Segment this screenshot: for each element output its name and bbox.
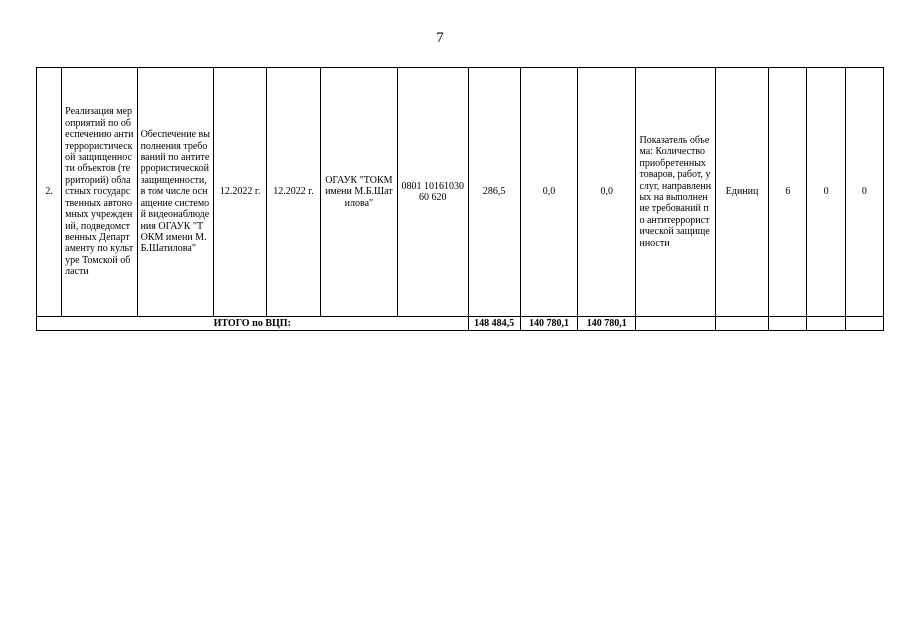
total-row bbox=[37, 317, 884, 331]
total-empty-cell bbox=[715, 317, 768, 331]
total-label-cell: ИТОГО по ВЦП: bbox=[37, 317, 469, 331]
value-3-cell: 0,0 bbox=[578, 68, 636, 317]
total-value-1-cell: 148 484,5 bbox=[468, 317, 520, 331]
budget-code-cell: 0801 1016103060 620 bbox=[398, 68, 468, 317]
indicator-cell: Показатель объема: Количество приобретенных товаров, работ, услуг, направленных на выполнение требований по антитеррористической защищенности bbox=[636, 68, 715, 317]
total-empty-cell bbox=[845, 317, 883, 331]
value-2-cell: 0,0 bbox=[520, 68, 577, 317]
count-3-cell: 0 bbox=[845, 68, 883, 317]
total-value-2-cell: 140 780,1 bbox=[520, 317, 577, 331]
program-table bbox=[36, 67, 884, 331]
total-empty-cell bbox=[769, 317, 807, 331]
executor-cell: ОГАУК "ТОКМ имени М.Б.Шатилова" bbox=[320, 68, 397, 317]
table-row bbox=[37, 68, 884, 317]
row-index-cell: 2. bbox=[37, 68, 62, 317]
total-empty-cell bbox=[807, 317, 845, 331]
total-empty-cell bbox=[636, 317, 715, 331]
total-value-3-cell: 140 780,1 bbox=[578, 317, 636, 331]
count-1-cell: 6 bbox=[769, 68, 807, 317]
count-2-cell: 0 bbox=[807, 68, 845, 317]
description-cell: Обеспечение выполнения требований по антитеррористической защищенности, в том числе оснащение системой видеонаблюдения ОГАУК "ТОКМ имени М.Б.Шатилова" bbox=[137, 68, 213, 317]
value-1-cell: 286,5 bbox=[468, 68, 520, 317]
activity-cell: Реализация мероприятий по обеспечению антитеррористической защищенности объектов (территорий) областных государственных автономных учреждений, подведомственных Департаменту по культуре Томской области bbox=[62, 68, 137, 317]
start-date-cell: 12.2022 г. bbox=[214, 68, 267, 317]
unit-cell: Единиц bbox=[715, 68, 768, 317]
page-number: 7 bbox=[436, 30, 444, 46]
end-date-cell: 12.2022 г. bbox=[267, 68, 320, 317]
